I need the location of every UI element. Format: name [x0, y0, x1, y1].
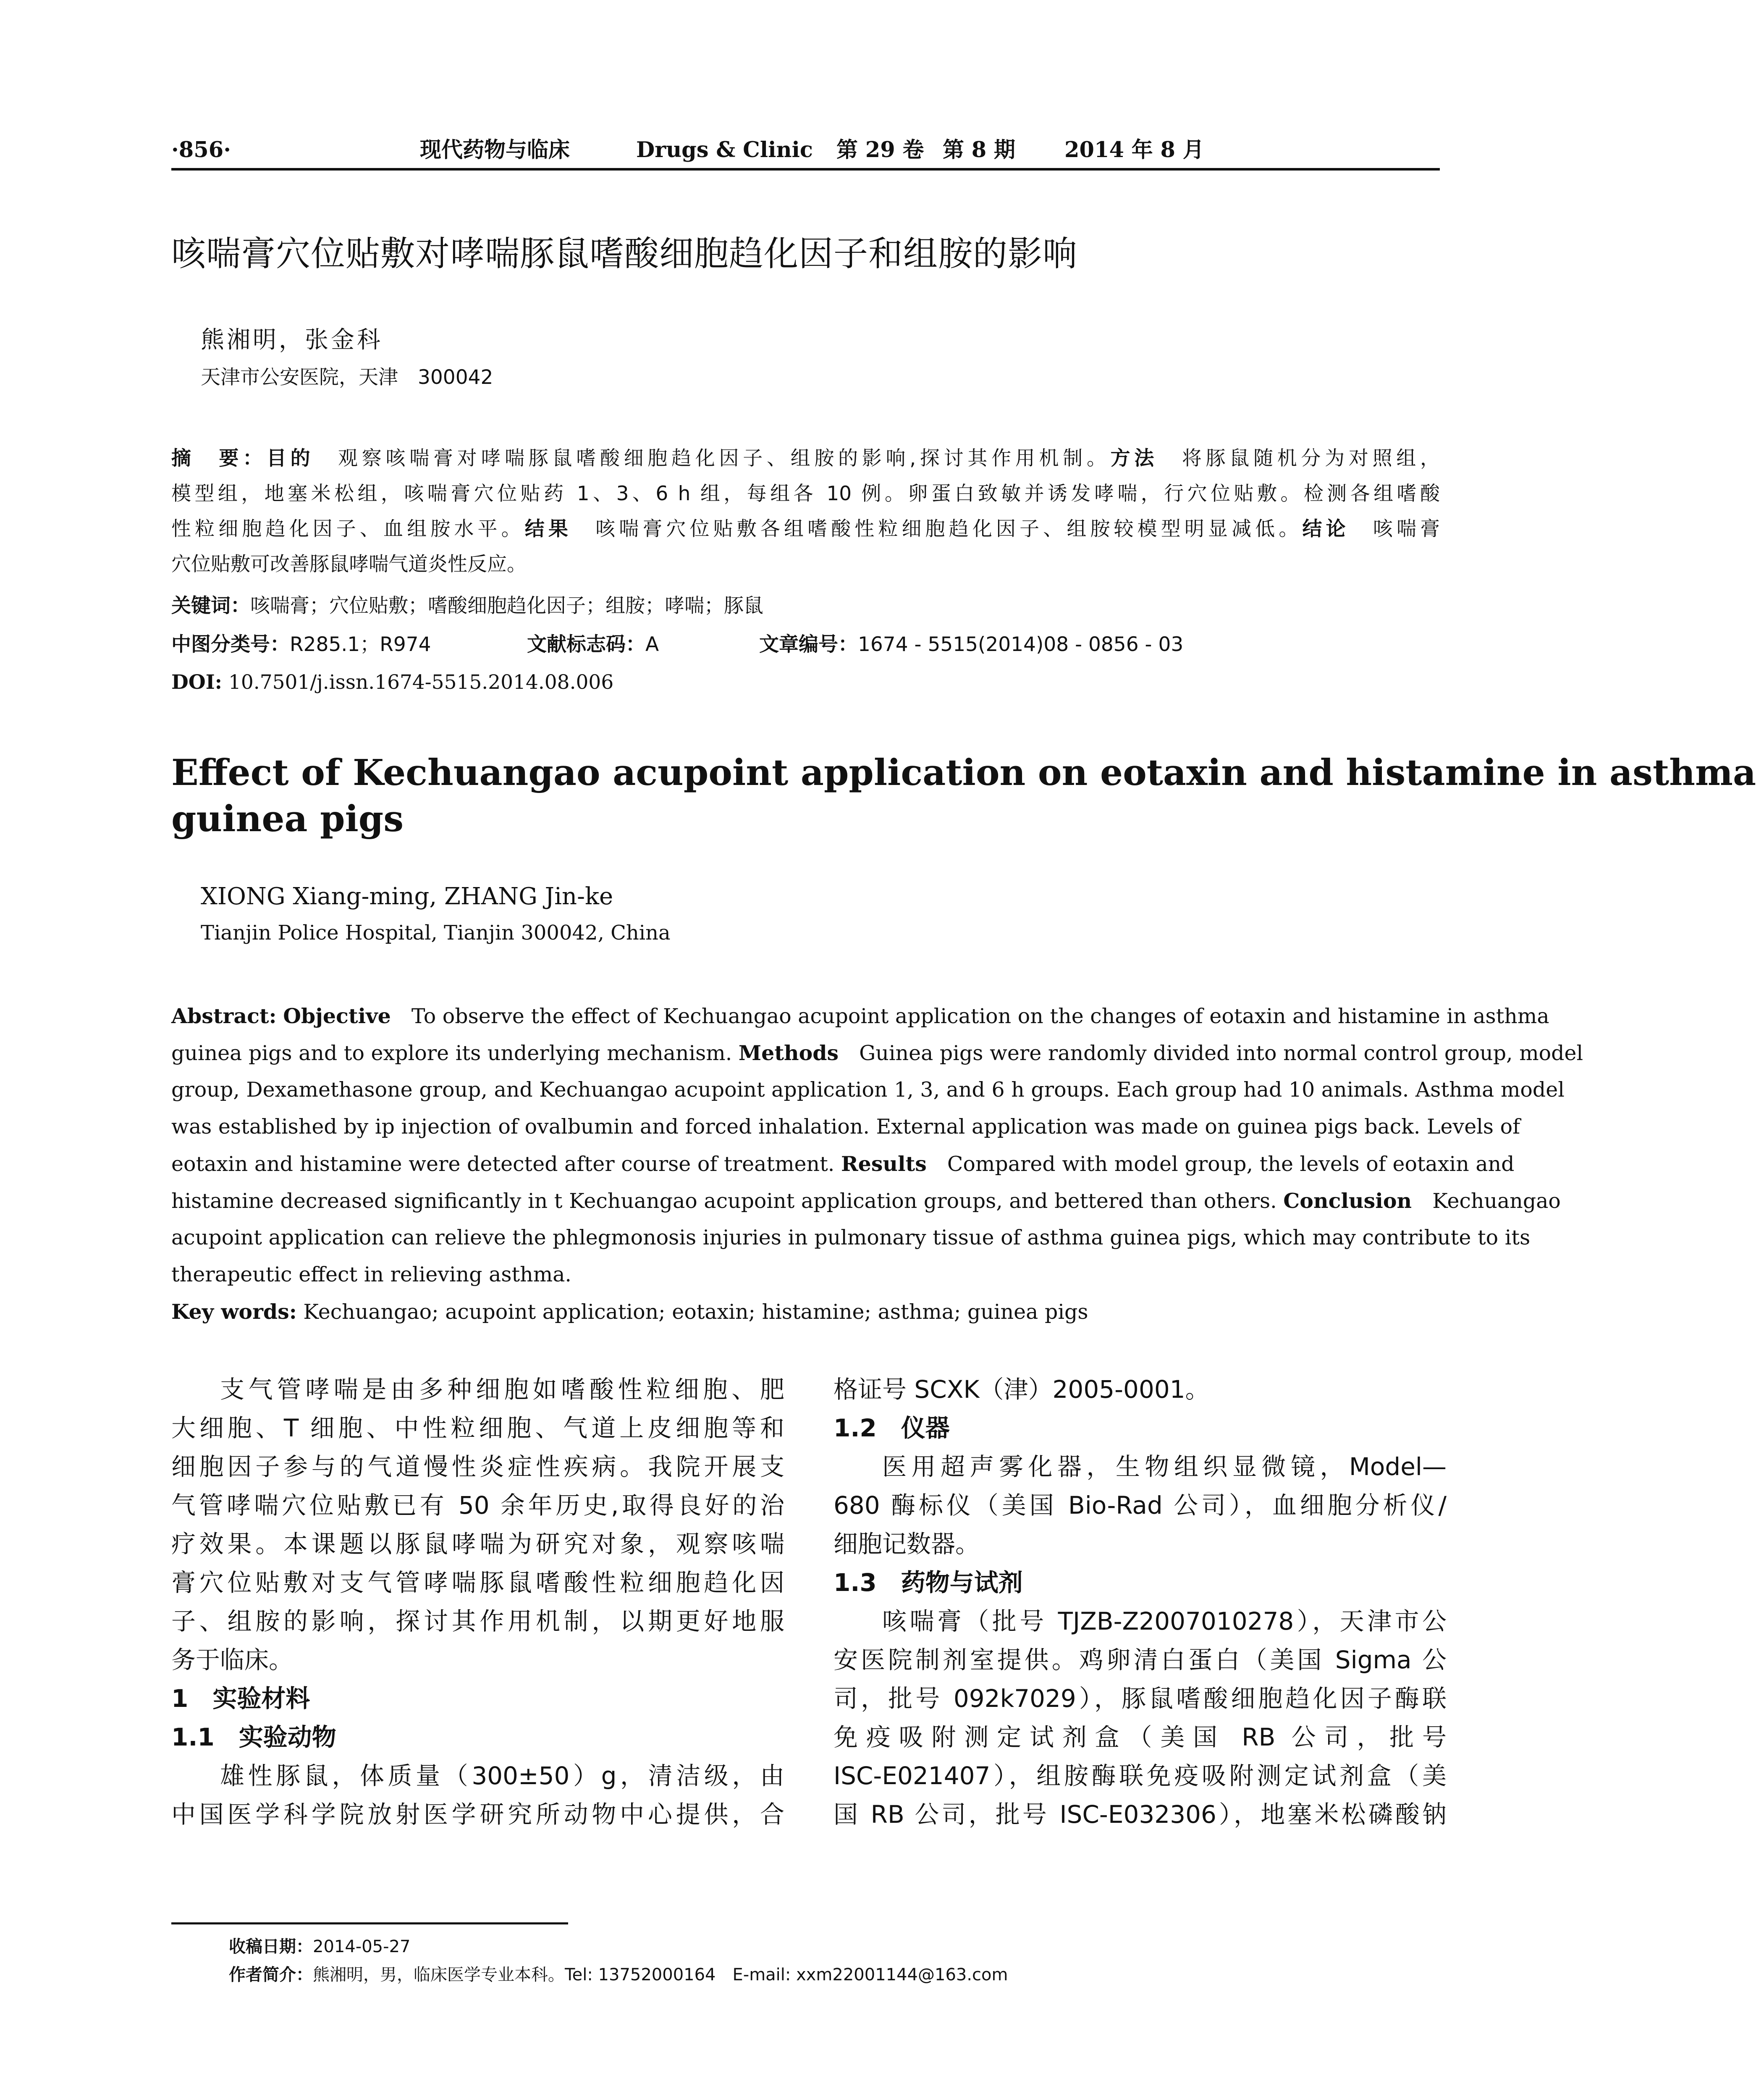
body-line: 医用超声雾化器，生物组织显微镜，Model—	[882, 1452, 1447, 1481]
abstract-en-results-label: Results	[841, 1152, 927, 1176]
body-line: 司，批号 092k7029），豚鼠嗜酸细胞趋化因子酶联	[833, 1684, 1447, 1713]
body-line: 格证号 SCXK（津）2005-0001。	[833, 1375, 1210, 1404]
footnote-bio-value: 熊湘明，男，临床医学专业本科。Tel: 13752000164 E-mail: xxm22001144@163.com	[313, 1965, 1008, 1984]
body-line: 子、组胺的影响，探讨其作用机制，以期更好地服	[171, 1607, 784, 1635]
footnote-author-bio	[229, 1962, 1008, 1987]
body-line: 气管哮喘穴位贴敷已有 50 余年历史,取得良好的治	[171, 1491, 784, 1520]
subsection-heading: 1.1 实验动物	[171, 1723, 336, 1751]
abstract-en-text: guinea pigs and to explore its underlying mechanism.	[171, 1041, 732, 1065]
authors-cn: 熊湘明，张金科	[201, 326, 383, 354]
abstract-cn-text: 咳喘膏	[1373, 517, 1440, 541]
body-line: 细胞记数器。	[833, 1530, 980, 1558]
doc-code-value: A	[645, 633, 659, 656]
abstract-cn-objective-label: 目的	[266, 447, 315, 470]
abstract-cn-text: 性粒细胞趋化因子、血组胺水平。	[171, 517, 525, 541]
body-line: 咳喘膏（批号 TJZB-Z2007010278），天津市公	[882, 1607, 1447, 1635]
abstract-en-line	[171, 1034, 1583, 1072]
body-line: 免疫吸附测定试剂盒（美国 RB 公司，批号	[833, 1723, 1447, 1751]
article-number	[759, 630, 1183, 659]
keywords-en-text: Kechuangao; acupoint application; eotaxin; histamine; asthma; guinea pigs	[303, 1300, 1088, 1324]
doi-value: 10.7501/j.issn.1674-5515.2014.08.006	[228, 671, 614, 694]
journal-date: 2014 年 8 月	[1064, 137, 1204, 163]
keywords-en-label: Key words:	[171, 1299, 297, 1324]
abstract-cn-methods-label: 方法	[1110, 447, 1158, 470]
abstract-en-objective-label: Objective	[283, 1004, 391, 1028]
body-line: 支气管哮喘是由多种细胞如嗜酸性粒细胞、肥	[220, 1375, 784, 1404]
footnote-received	[229, 1934, 410, 1959]
body-line: 细胞因子参与的气道慢性炎症性疾病。我院开展支	[171, 1452, 784, 1481]
abstract-en-text: Compared with model group, the levels of eotaxin and	[947, 1152, 1515, 1176]
title-en-line1: Effect of Kechuangao acupoint application on eotaxin and histamine in asthma	[171, 752, 1756, 794]
abstract-en-line	[171, 998, 1549, 1035]
abstract-cn-results-label: 结果	[524, 517, 572, 541]
abstract-en-line: acupoint application can relieve the phlegmonosis injuries in pulmonary tissue of asthma guinea pigs, which may contribute to its	[171, 1226, 1531, 1250]
abstract-en-line: was established by ip injection of ovalbumin and forced inhalation. External application was made on guinea pigs back. Levels of	[171, 1115, 1520, 1139]
subsection-heading: 1.3 药物与试剂	[833, 1568, 1023, 1597]
body-line: 大细胞、T 细胞、中性粒细胞、气道上皮细胞等和	[171, 1414, 784, 1442]
footnote-received-value: 2014-05-27	[313, 1937, 411, 1956]
abstract-cn-text: 观察咳喘膏对哮喘豚鼠嗜酸细胞趋化因子、组胺的影响,探讨其作用机制。	[338, 447, 1111, 470]
abstract-en-methods-label: Methods	[738, 1041, 839, 1065]
body-line: ISC-E021407），组胺酶联免疫吸附测定试剂盒（美	[833, 1761, 1447, 1790]
abstract-cn-text: 咳喘膏穴位贴敷各组嗜酸性粒细胞趋化因子、组胺较模型明显减低。	[595, 517, 1303, 541]
clc-value: R285.1；R974	[290, 633, 431, 656]
abstract-en-text: histamine decreased significantly in t Kechuangao acupoint application groups, and bettered than others.	[171, 1189, 1277, 1213]
clc-number	[171, 630, 431, 659]
keywords-en	[171, 1293, 1440, 1331]
abstract-en-label: Abstract:	[171, 1004, 277, 1028]
affiliation-en: Tianjin Police Hospital, Tianjin 300042, China	[201, 921, 671, 945]
abstract-en-line	[171, 1182, 1561, 1220]
abstract-cn-line: 穴位贴敷可改善豚鼠哮喘气道炎性反应。	[171, 553, 527, 576]
abstract-en-text: Kechuangao	[1432, 1189, 1561, 1213]
clc-label: 中图分类号：	[171, 633, 290, 656]
abstract-en-line: therapeutic effect in relieving asthma.	[171, 1263, 571, 1286]
footnote-rule	[171, 1922, 568, 1924]
title-en-line2: guinea pigs	[171, 798, 404, 840]
doc-code-label: 文献标志码：	[527, 633, 645, 656]
article-number-value: 1674 - 5515(2014)08 - 0856 - 03	[858, 633, 1184, 656]
abstract-cn-label: 摘 要：	[171, 447, 267, 470]
abstract-cn-line	[171, 512, 1440, 547]
body-line: 疗效果。本课题以豚鼠哮喘为研究对象，观察咳喘	[171, 1530, 784, 1558]
keywords-cn	[171, 591, 763, 621]
body-line: 膏穴位贴敷对支气管哮喘豚鼠嗜酸性粒细胞趋化因	[171, 1568, 784, 1597]
abstract-cn-text: 将豚鼠随机分为对照组，	[1182, 447, 1440, 470]
affiliation-cn: 天津市公安医院，天津 300042	[201, 366, 493, 389]
journal-issue: 第 8 期	[943, 137, 1015, 163]
abstract-cn-conclusion-label: 结论	[1302, 517, 1350, 541]
page-number: ·856·	[171, 137, 231, 163]
body-line: 雄性豚鼠，体质量（300±50）g，清洁级，由	[220, 1761, 784, 1790]
footnote-received-label: 收稿日期：	[229, 1937, 313, 1956]
footnote-bio-label: 作者简介：	[229, 1965, 313, 1984]
abstract-en-line	[171, 1145, 1515, 1183]
abstract-en-conclusion-label: Conclusion	[1283, 1189, 1412, 1213]
doc-code	[527, 630, 659, 659]
header-rule	[171, 168, 1440, 171]
body-line: 中国医学科学院放射医学研究所动物中心提供，合	[171, 1800, 784, 1829]
journal-volume: 第 29 卷	[836, 137, 924, 163]
journal-name-en: Drugs & Clinic	[636, 137, 813, 163]
body-line: 680 酶标仪（美国 Bio-Rad 公司），血细胞分析仪/	[833, 1491, 1447, 1520]
title-cn: 咳喘膏穴位贴敷对哮喘豚鼠嗜酸细胞趋化因子和组胺的影响	[171, 234, 1078, 274]
doi-label: DOI:	[171, 671, 223, 694]
keywords-cn-label: 关键词：	[171, 594, 250, 617]
abstract-cn-line: 模型组，地塞米松组，咳喘膏穴位贴药 1、3、6 h 组，每组各 10 例。卵蛋白致敏并诱发哮喘，行穴位贴敷。检测各组嗜酸	[171, 482, 1440, 505]
keywords-cn-text: 咳喘膏；穴位贴敷；嗜酸细胞趋化因子；组胺；哮喘；豚鼠	[250, 594, 763, 617]
abstract-en-text: eotaxin and histamine were detected after course of treatment.	[171, 1152, 835, 1176]
article-number-label: 文章编号：	[759, 633, 858, 656]
body-line: 安医院制剂室提供。鸡卵清白蛋白（美国 Sigma 公	[833, 1646, 1447, 1674]
abstract-cn-line	[171, 441, 1440, 476]
section-heading: 1 实验材料	[171, 1684, 310, 1713]
journal-name-cn: 现代药物与临床	[420, 137, 570, 163]
abstract-en-text: To observe the effect of Kechuangao acupoint application on the changes of eotaxin and histamine in asthma	[411, 1004, 1549, 1028]
authors-en: XIONG Xiang-ming, ZHANG Jin-ke	[201, 883, 613, 910]
body-line: 务于临床。	[171, 1646, 294, 1674]
abstract-en-text: Guinea pigs were randomly divided into normal control group, model	[859, 1041, 1583, 1065]
doi	[171, 668, 613, 697]
subsection-heading: 1.2 仪器	[833, 1414, 950, 1442]
body-line: 国 RB 公司，批号 ISC-E032306），地塞米松磷酸钠	[833, 1800, 1447, 1829]
abstract-en-line: group, Dexamethasone group, and Kechuangao acupoint application 1, 3, and 6 h groups. Each group had 10 animals. Asthma model	[171, 1078, 1565, 1102]
